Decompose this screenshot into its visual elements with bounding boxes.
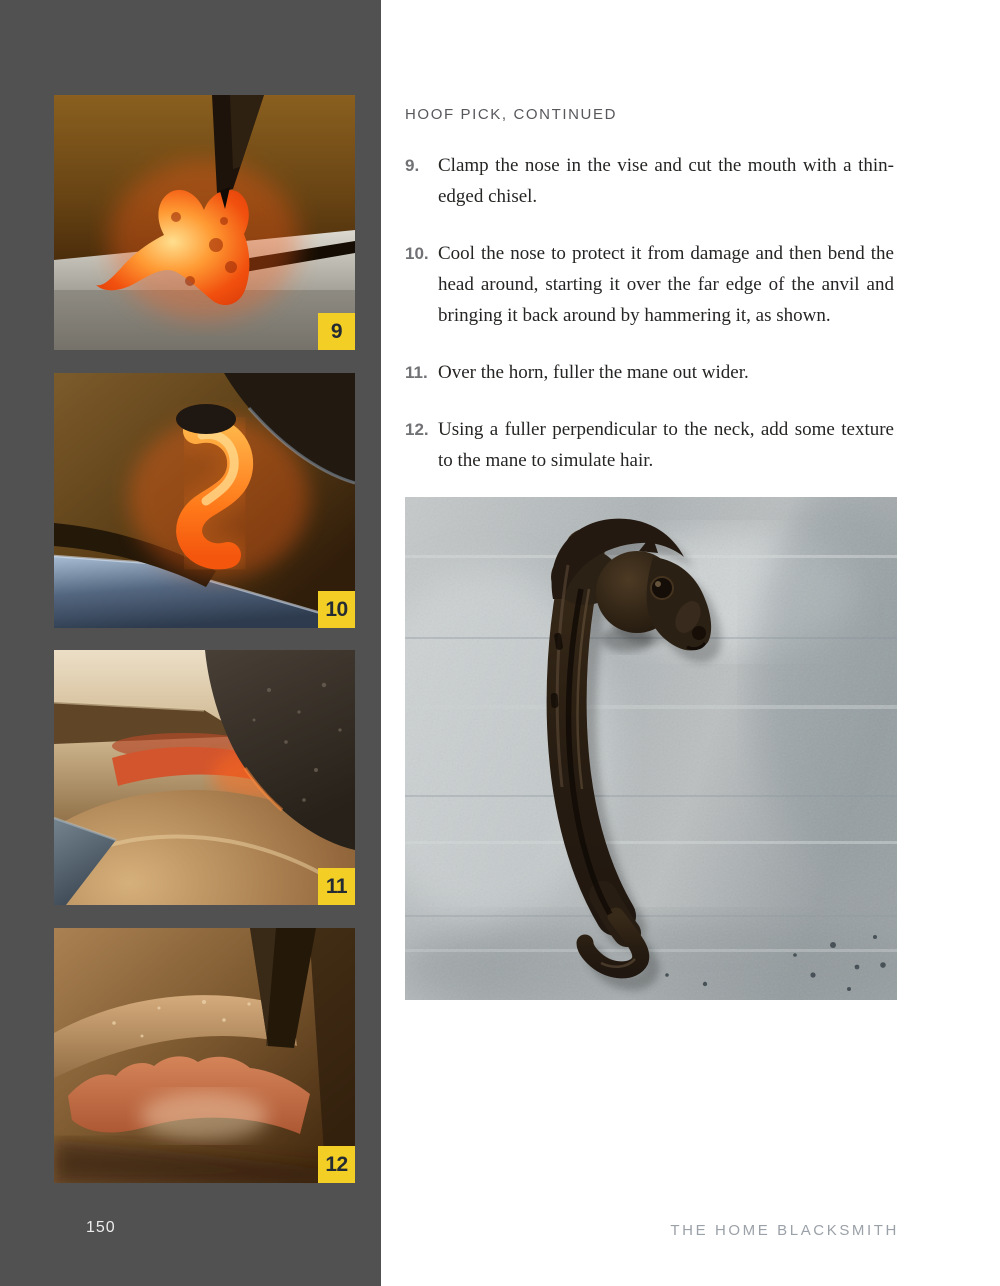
step-item-10 — [405, 238, 894, 331]
bending-head-over-anvil-image — [54, 373, 355, 628]
step-item-9 — [405, 150, 894, 212]
step-text: Cool the nose to protect it from damage and then bend the head around, starting it over the far edge of the anvil and bringing it back around by hammering it, as shown. — [438, 243, 894, 326]
step-photo-10 — [54, 373, 355, 628]
page-number: 150 — [86, 1219, 116, 1236]
step-photo-12 — [54, 928, 355, 1183]
step-photo-11 — [54, 650, 355, 905]
step-number: 9. — [405, 156, 420, 175]
photo-number-badge: 12 — [318, 1146, 355, 1183]
step-item-12 — [405, 414, 894, 476]
finished-hoof-pick-horse-head-image — [405, 497, 897, 1000]
chisel-cutting-mouth-image — [54, 95, 355, 350]
section-header: HOOF PICK, CONTINUED — [405, 106, 618, 123]
texturing-mane-image — [54, 928, 355, 1183]
step-item-11 — [405, 357, 894, 388]
main-photo-finished-hoof-pick — [405, 497, 897, 1000]
step-number: 12. — [405, 420, 429, 439]
running-footer-book-title: THE HOME BLACKSMITH — [670, 1222, 899, 1239]
step-text: Using a fuller perpendicular to the neck, add some texture to the mane to simulate hair. — [438, 419, 894, 471]
step-photo-9 — [54, 95, 355, 350]
steps-list — [405, 150, 894, 502]
photo-sidebar — [0, 0, 381, 1286]
step-number: 11. — [405, 363, 428, 382]
step-text: Over the horn, fuller the mane out wider. — [438, 362, 749, 383]
photo-number-badge: 9 — [318, 313, 355, 350]
step-text: Clamp the nose in the vise and cut the mouth with a thin-edged chisel. — [438, 155, 894, 207]
photo-number-badge: 10 — [318, 591, 355, 628]
photo-number-badge: 11 — [318, 868, 355, 905]
fullering-mane-over-horn-image — [54, 650, 355, 905]
step-number: 10. — [405, 244, 429, 263]
